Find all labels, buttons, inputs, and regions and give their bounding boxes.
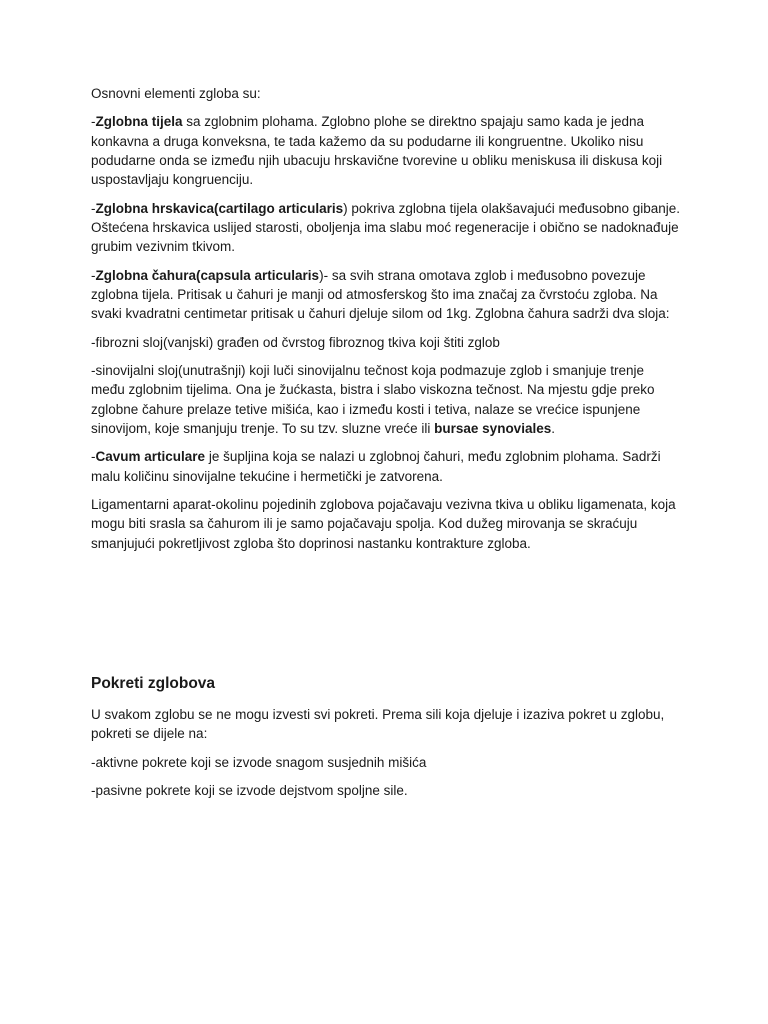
paragraph-pokreti-intro: U svakom zglobu se ne mogu izvesti svi pokreti. Prema sili koja djeluje i izaziva pokret u zglobu, pokreti se dijele na: xyxy=(91,706,665,742)
bullet-dash: - xyxy=(91,449,96,465)
term-zglobna-tijela: Zglobna tijela xyxy=(95,114,183,130)
term-zglobna-hrskavica: Zglobna hrskavica(cartilago articularis xyxy=(95,200,344,216)
term-cavum-articulare: Cavum articulare xyxy=(95,449,206,465)
bullet-dash: - xyxy=(91,200,96,216)
paragraph-zglobna-hrskavica xyxy=(91,199,681,257)
paragraph-text: -sinovijalni sloj(unutrašnji) koji luči sinovijalnu tečnost koja podmazuje zglob i smanjuje trenje među zglobnim tijelima. Ona je žućkasta, bistra i slabo viskozna tečnost. Na mjestu gdje preko zglobne čahure prelaze tetive mišića, kao i između kosti i tetiva, nalaze se vrećice ispunjene sinovijom, koje smanjuju trenje. To su tzv. sluzne vreće ili xyxy=(91,362,655,437)
term-bursae-synoviales: bursae synoviales xyxy=(434,421,552,437)
document-page xyxy=(91,84,681,809)
paragraph-text: sa zglobnim plohama. Zglobno plohe se direktno spajaju samo kada je jedna konkavna a druga konveksna, te tada kažemo da su podudarne ili kongruentne. Ukoliko nisu podudarne onda se između njih ubacuju hrskavične tvorevine u obliku meniskusa ili diskusa koji uspostavljaju kongruenciju. xyxy=(91,114,663,188)
paragraph-text: )- sa svih strana omotava zglob i međusobno povezuje zglobna tijela. Pritisak u čahuri je manji od atmosferskog što ima značaj za čvrstoću zgloba. Na svaki kvadratni centimetar pritisak u čahuri djeluje silom od 1kg. Zglobna čahura sadrži dva sloja: xyxy=(91,267,670,322)
paragraph-pasivni-pokreti: -pasivne pokrete koji se izvode dejstvom spoljne sile. xyxy=(91,782,408,798)
paragraph-zglobna-tijela xyxy=(91,112,681,190)
paragraph-sinovijalni-sloj xyxy=(91,361,681,439)
intro-paragraph: Osnovni elementi zgloba su: xyxy=(91,86,261,101)
term-zglobna-cahura: Zglobna čahura(capsula articularis xyxy=(95,267,320,283)
paragraph-zglobna-cahura xyxy=(91,266,681,324)
paragraph-aktivni-pokreti: -aktivne pokrete koji se izvode snagom susjednih mišića xyxy=(91,754,427,770)
bullet-dash: - xyxy=(91,114,96,130)
section-spacer xyxy=(91,562,681,674)
paragraph-end: . xyxy=(551,421,555,437)
paragraph-ligamentarni-aparat: Ligamentarni aparat-okolinu pojedinih zglobova pojačavaju vezivna tkiva u obliku ligamenata, koja mogu biti srasla sa čahurom ili je samo pojačavaju spolja. Kod dužeg mirovanja se skraćuju smanjujući pokretljivost zgloba što doprinosi nastanku kontrakture zgloba. xyxy=(91,496,676,551)
bullet-dash: - xyxy=(91,267,96,283)
paragraph-cavum-articulare xyxy=(91,447,681,486)
paragraph-fibrozni-sloj: -fibrozni sloj(vanjski) građen od čvrstog fibroznog tkiva koji štiti zglob xyxy=(91,334,500,350)
section-heading: Pokreti zglobova xyxy=(91,674,216,692)
paragraph-text: je šupljina koja se nalazi u zglobnoj čahuri, među zglobnim plohama. Sadrži malu količinu sinovijalne tekućine i hermetički je zatvorena. xyxy=(91,449,661,484)
paragraph-text: ) pokriva zglobna tijela olakšavajući međusobno gibanje. Oštećena hrskavica uslijed starosti, oboljenja ima slabu moć regeneracije i obično se nadoknađuje grubim vezivnim tkivom. xyxy=(91,200,681,255)
